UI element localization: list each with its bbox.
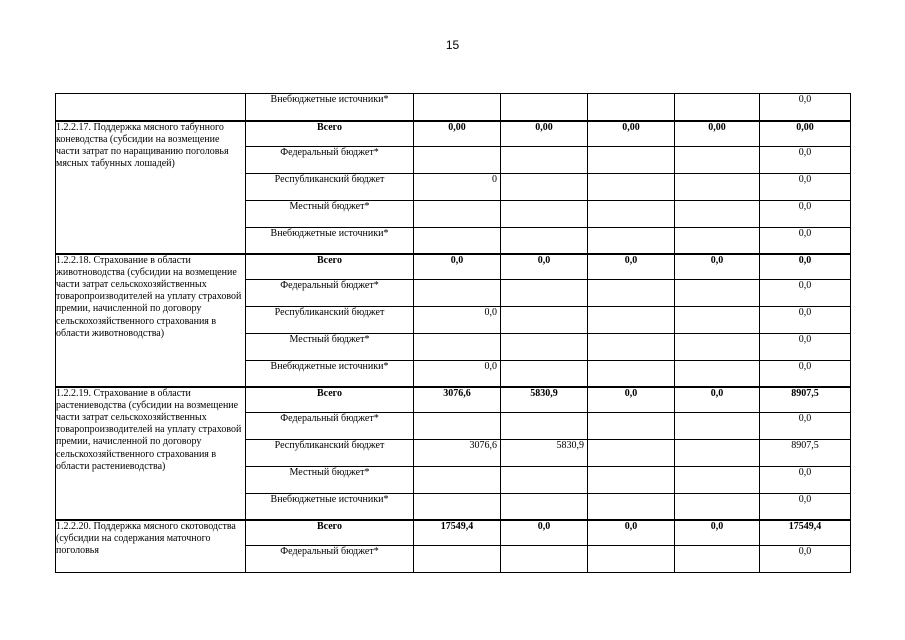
value-cell: [414, 94, 501, 121]
value-cell: 0,0: [414, 254, 501, 280]
value-cell: 5830,9: [501, 387, 588, 413]
value-cell: 8907,5: [760, 387, 851, 413]
value-cell: 0,00: [675, 121, 760, 147]
value-cell: 0,0: [588, 520, 675, 546]
value-cell: [588, 147, 675, 174]
value-cell: [414, 494, 501, 520]
measure-name-cell: 1.2.2.17. Поддержка мясного табунного коневодства (субсидии на возмещение части затрат по наращиванию поголовья мясных табунных лошадей): [56, 121, 246, 254]
value-cell: 3076,6: [414, 387, 501, 413]
value-cell: 0,0: [414, 361, 501, 387]
value-cell: 3076,6: [414, 440, 501, 467]
value-cell: [675, 174, 760, 201]
value-cell: [414, 413, 501, 440]
value-cell: [501, 361, 588, 387]
value-cell: 0,0: [760, 361, 851, 387]
funding-source-cell: Внебюджетные источники*: [246, 228, 414, 254]
value-cell: [675, 228, 760, 254]
value-cell: [588, 174, 675, 201]
value-cell: [501, 174, 588, 201]
value-cell: 0,0: [760, 147, 851, 174]
value-cell: [501, 147, 588, 174]
funding-source-cell: Всего: [246, 121, 414, 147]
funding-source-cell: Местный бюджет*: [246, 334, 414, 361]
value-cell: [588, 494, 675, 520]
funding-source-cell: Республиканский бюджет: [246, 174, 414, 201]
value-cell: [675, 440, 760, 467]
value-cell: 0,0: [760, 413, 851, 440]
funding-source-cell: Федеральный бюджет*: [246, 413, 414, 440]
funding-source-cell: Внебюджетные источники*: [246, 361, 414, 387]
budget-table: [55, 93, 851, 573]
value-cell: [588, 413, 675, 440]
value-cell: 0,00: [414, 121, 501, 147]
value-cell: [588, 94, 675, 121]
value-cell: 0,0: [760, 467, 851, 494]
value-cell: 8907,5: [760, 440, 851, 467]
funding-source-cell: Федеральный бюджет*: [246, 546, 414, 573]
value-cell: 17549,4: [760, 520, 851, 546]
funding-source-cell: Всего: [246, 254, 414, 280]
funding-source-cell: Федеральный бюджет*: [246, 147, 414, 174]
value-cell: 0,0: [588, 387, 675, 413]
value-cell: [414, 467, 501, 494]
funding-source-cell: Местный бюджет*: [246, 201, 414, 228]
value-cell: [588, 228, 675, 254]
value-cell: [414, 147, 501, 174]
value-cell: 0,0: [760, 174, 851, 201]
value-cell: [414, 280, 501, 307]
value-cell: 0,0: [675, 387, 760, 413]
measure-name-cell: 1.2.2.18. Страхование в области животноводства (субсидии на возмещение части затрат сельскохозяйственных товаропроизводителей на уплату страховой премии, начисленной по договору сельскохозяйственного страхования в области животноводства): [56, 254, 246, 387]
value-cell: [501, 280, 588, 307]
value-cell: 0,0: [675, 254, 760, 280]
value-cell: 0: [414, 174, 501, 201]
funding-source-cell: Федеральный бюджет*: [246, 280, 414, 307]
value-cell: 0,0: [760, 307, 851, 334]
value-cell: [588, 467, 675, 494]
value-cell: 17549,4: [414, 520, 501, 546]
value-cell: [414, 546, 501, 573]
value-cell: [675, 307, 760, 334]
value-cell: 0,0: [588, 254, 675, 280]
value-cell: 0,0: [760, 334, 851, 361]
value-cell: [414, 201, 501, 228]
value-cell: [501, 334, 588, 361]
value-cell: 0,00: [501, 121, 588, 147]
value-cell: [675, 467, 760, 494]
value-cell: [675, 280, 760, 307]
table-row: [56, 121, 851, 147]
value-cell: [588, 201, 675, 228]
value-cell: [501, 467, 588, 494]
table-row: [56, 387, 851, 413]
value-cell: [414, 334, 501, 361]
value-cell: [501, 228, 588, 254]
value-cell: 0,0: [760, 201, 851, 228]
value-cell: 0,0: [760, 280, 851, 307]
value-cell: [501, 94, 588, 121]
funding-source-cell: Всего: [246, 520, 414, 546]
value-cell: 0,0: [501, 520, 588, 546]
value-cell: [414, 228, 501, 254]
value-cell: 0,00: [760, 121, 851, 147]
value-cell: 0,0: [760, 94, 851, 121]
value-cell: [501, 307, 588, 334]
measure-name-cell: 1.2.2.19. Страхование в области растениеводства (субсидии на возмещение части затрат сельскохозяйственных товаропроизводителей на уплату страховой премии, начисленной по договору сельскохозяйственного страхования в области растениеводства): [56, 387, 246, 520]
table-row: [56, 94, 851, 121]
value-cell: 0,0: [501, 254, 588, 280]
funding-source-cell: Республиканский бюджет: [246, 307, 414, 334]
funding-source-cell: Всего: [246, 387, 414, 413]
value-cell: 0,00: [588, 121, 675, 147]
value-cell: [675, 494, 760, 520]
value-cell: [675, 201, 760, 228]
value-cell: 0,0: [760, 254, 851, 280]
funding-source-cell: Местный бюджет*: [246, 467, 414, 494]
value-cell: [675, 413, 760, 440]
value-cell: [588, 334, 675, 361]
value-cell: [588, 361, 675, 387]
value-cell: [675, 546, 760, 573]
table-row: [56, 254, 851, 280]
value-cell: [501, 201, 588, 228]
value-cell: [588, 307, 675, 334]
table-row: [56, 520, 851, 546]
value-cell: [675, 94, 760, 121]
value-cell: 0,0: [760, 228, 851, 254]
value-cell: 0,0: [760, 546, 851, 573]
funding-source-cell: Республиканский бюджет: [246, 440, 414, 467]
funding-source-cell: Внебюджетные источники*: [246, 494, 414, 520]
value-cell: [588, 440, 675, 467]
value-cell: 0,0: [414, 307, 501, 334]
value-cell: [501, 413, 588, 440]
value-cell: [588, 280, 675, 307]
value-cell: 0,0: [760, 494, 851, 520]
value-cell: [501, 494, 588, 520]
value-cell: [501, 546, 588, 573]
measure-name-cell: [56, 94, 246, 121]
value-cell: [675, 147, 760, 174]
value-cell: [588, 546, 675, 573]
measure-name-cell: 1.2.2.20. Поддержка мясного скотоводства (субсидии на содержания маточного поголовья: [56, 520, 246, 573]
funding-source-cell: Внебюджетные источники*: [246, 94, 414, 121]
value-cell: [675, 334, 760, 361]
page-number: 15: [445, 38, 460, 52]
value-cell: 5830,9: [501, 440, 588, 467]
value-cell: 0,0: [675, 520, 760, 546]
value-cell: [675, 361, 760, 387]
